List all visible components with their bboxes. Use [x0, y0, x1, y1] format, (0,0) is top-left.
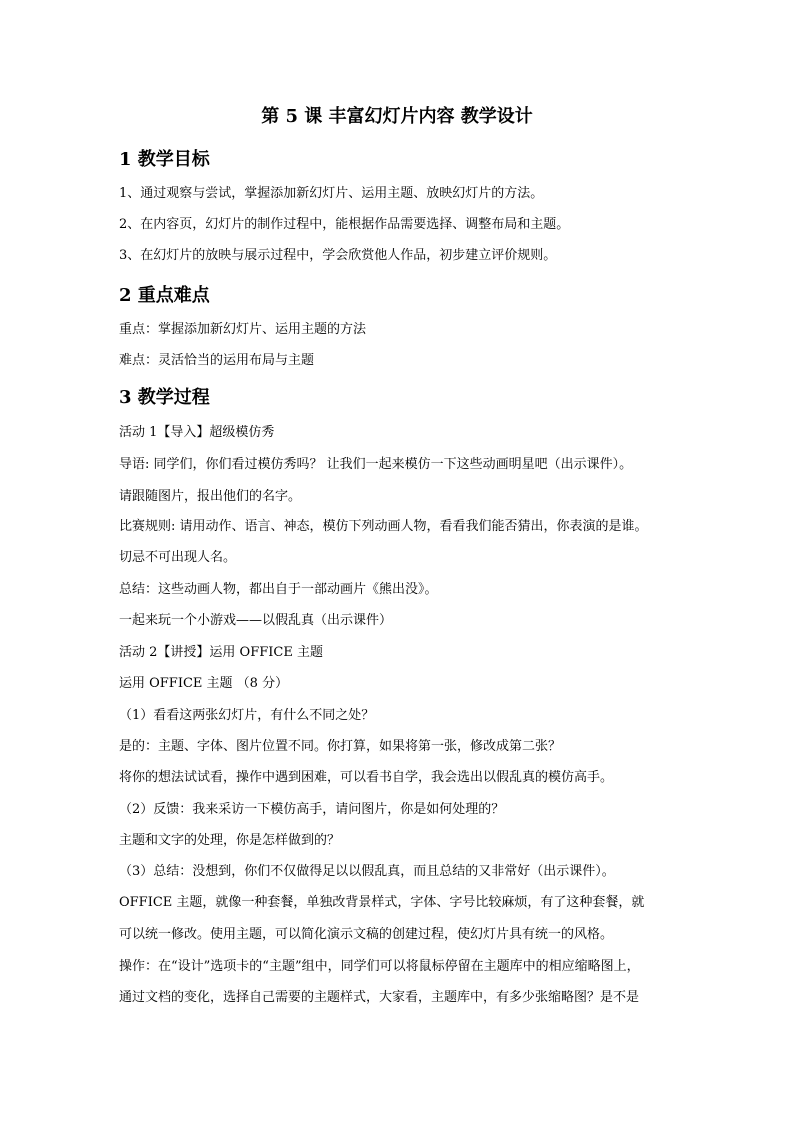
process-line: 活动 2【讲授】运用 OFFICE 主题 [119, 645, 323, 660]
objective-item-1: 1、通过观察与尝试，掌握添加新幻灯片、运用主题、放映幻灯片的方法。 [119, 186, 544, 201]
process-line: 主题和文字的处理，你是怎样做到的？ [119, 833, 341, 848]
process-line: 操作：在“设计”选项卡的“主题”组中，同学们可以将鼠标停留在主题库中的相应缩略图上， [119, 959, 640, 974]
objective-item-3: 3、在幻灯片的放映与展示过程中，学会欣赏他人作品，初步建立评价规则。 [119, 248, 557, 263]
section-heading-objectives: 1 教学目标 [119, 149, 210, 170]
process-line: 切忌不可出现人名。 [119, 550, 237, 565]
process-line: 通过文档的变化，选择自己需要的主题样式，大家看，主题库中，有多少张缩略图？是不是 [119, 990, 640, 1005]
process-line: 将你的想法试试看，操作中遇到困难，可以看书自学，我会选出以假乱真的模仿高手。 [119, 770, 614, 785]
process-line: （1）看看这两张幻灯片，有什么不同之处？ [119, 708, 375, 723]
page-title: 第 5 课 丰富幻灯片内容 教学设计 [261, 106, 533, 127]
process-line: OFFICE 主题，就像一种套餐，单独改背景样式，字体、字号比较麻烦，有了这种套餐，就 [119, 895, 645, 910]
process-line: 可以统一修改。使用主题，可以简化演示文稿的创建过程，使幻灯片具有统一的风格。 [119, 927, 614, 942]
process-line: 导语: 同学们，你们看过模仿秀吗？ 让我们一起来模仿一下这些动画明星吧（出示课件）。 [119, 457, 633, 472]
process-line: （3）总结：没想到，你们不仅做得足以以假乱真，而且总结的又非常好（出示课件）。 [119, 864, 615, 879]
process-line: 总结：这些动画人物，都出自于一部动画片《熊出没》。 [119, 582, 438, 597]
difficulty-item: 难点：灵活恰当的运用布局与主题 [119, 353, 315, 368]
objective-item-2: 2、在内容页，幻灯片的制作过程中，能根据作品需要选择、调整布局和主题。 [119, 217, 570, 232]
process-line: 一起来玩一个小游戏——以假乱真（出示课件） [119, 613, 393, 628]
process-line: 是的：主题、字体、图片位置不同。你打算，如果将第一张，修改成第二张？ [119, 739, 562, 754]
section-heading-key-points: 2 重点难点 [119, 285, 210, 306]
process-line: 请跟随图片，报出他们的名字。 [119, 489, 302, 504]
process-line: 运用 OFFICE 主题 （8 分） [119, 676, 289, 691]
section-heading-process: 3 教学过程 [119, 387, 210, 408]
process-line: 活动 1【导入】超级模仿秀 [119, 425, 275, 440]
process-line: 比赛规则: 请用动作、语言、神态，模仿下列动画人物，看看我们能否猜出，你表演的是谁。 [119, 519, 648, 534]
process-line: （2）反馈：我来采访一下模仿高手，请问图片，你是如何处理的？ [119, 802, 505, 817]
key-point-item: 重点：掌握添加新幻灯片、运用主题的方法 [119, 322, 367, 337]
